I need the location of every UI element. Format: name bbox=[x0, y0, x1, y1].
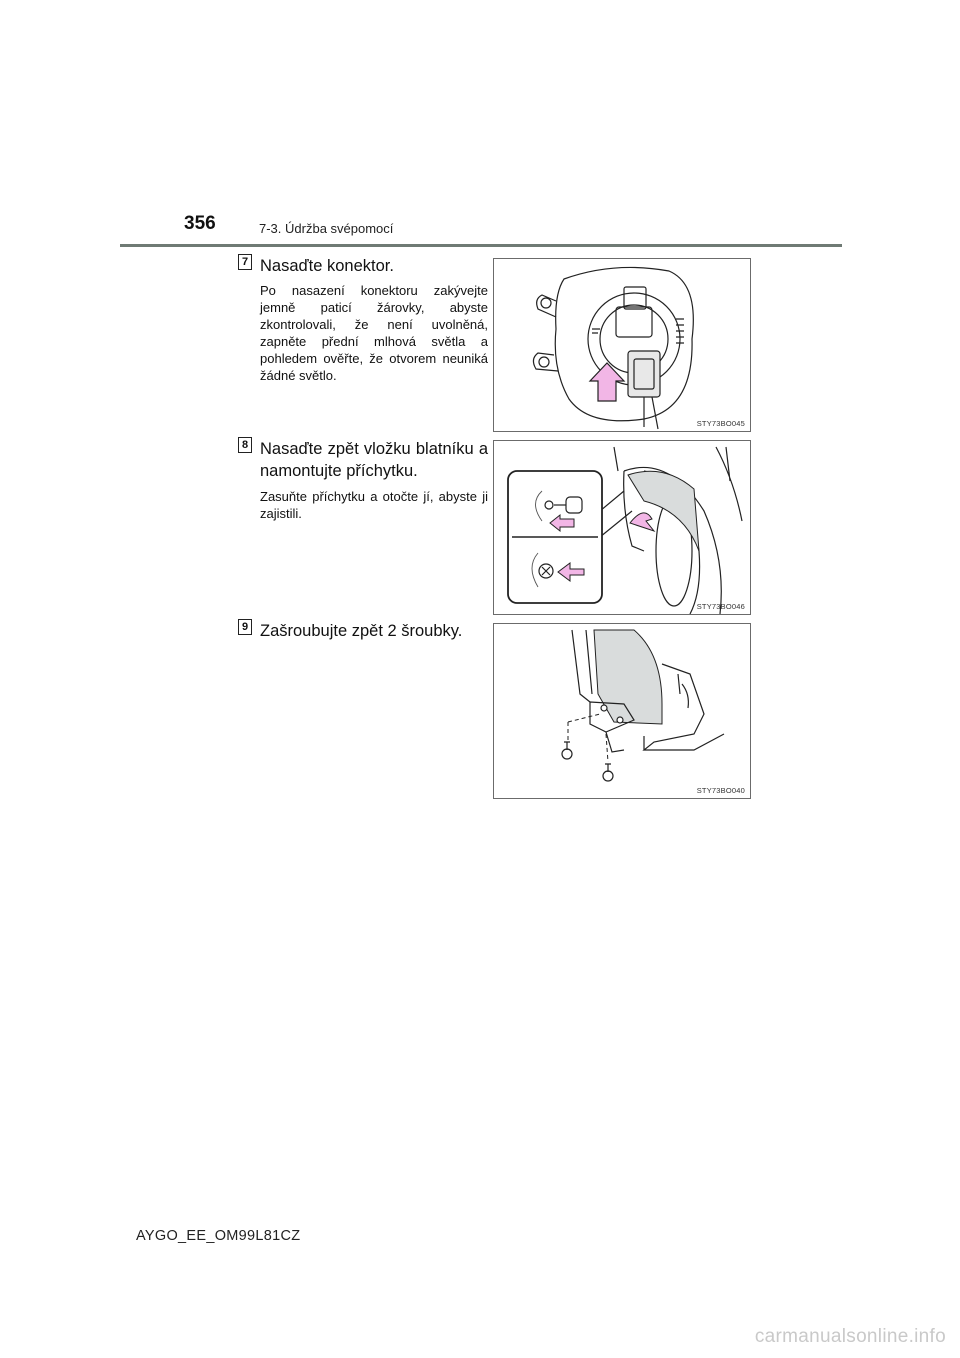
step-8-figure-code: STY73BO046 bbox=[696, 602, 745, 611]
step-8-badge: 8 bbox=[238, 437, 252, 453]
step-7-body: Po nasazení konektoru zakývejte jemně paticí žárovky, abyste zkontrolovali, že není uvolněná, zapněte přední mlhová světla a pohledem ověřte, že otvorem neuniká žádné světlo. bbox=[260, 283, 488, 383]
step-7-figure bbox=[493, 258, 751, 432]
page-number: 356 bbox=[184, 213, 216, 234]
step-8-heading: Nasaďte zpět vložku blatníku a namontujte příchytku. bbox=[260, 440, 488, 480]
header-divider bbox=[120, 244, 842, 247]
step-7-heading: Nasaďte konektor. bbox=[260, 257, 394, 275]
fog-lamp-connector-illustration bbox=[494, 259, 750, 431]
fender-liner-clip-illustration bbox=[494, 441, 750, 614]
step-9-badge: 9 bbox=[238, 619, 252, 635]
step-7-figure-code: STY73BO045 bbox=[696, 419, 745, 428]
step-8-body: Zasuňte příchytku a otočte jí, abyste ji zajistili. bbox=[260, 489, 488, 521]
step-8-figure bbox=[493, 440, 751, 615]
watermark: carmanualsonline.info bbox=[754, 1326, 946, 1347]
document-id: AYGO_EE_OM99L81CZ bbox=[136, 1228, 301, 1244]
section-title: 7-3. Údržba svépomocí bbox=[259, 221, 394, 236]
fender-screws-illustration bbox=[494, 624, 750, 798]
step-9-heading: Zašroubujte zpět 2 šroubky. bbox=[260, 622, 463, 640]
step-7-badge: 7 bbox=[238, 254, 252, 270]
step-9-figure bbox=[493, 623, 751, 799]
step-9-figure-code: STY73BO040 bbox=[696, 786, 745, 795]
